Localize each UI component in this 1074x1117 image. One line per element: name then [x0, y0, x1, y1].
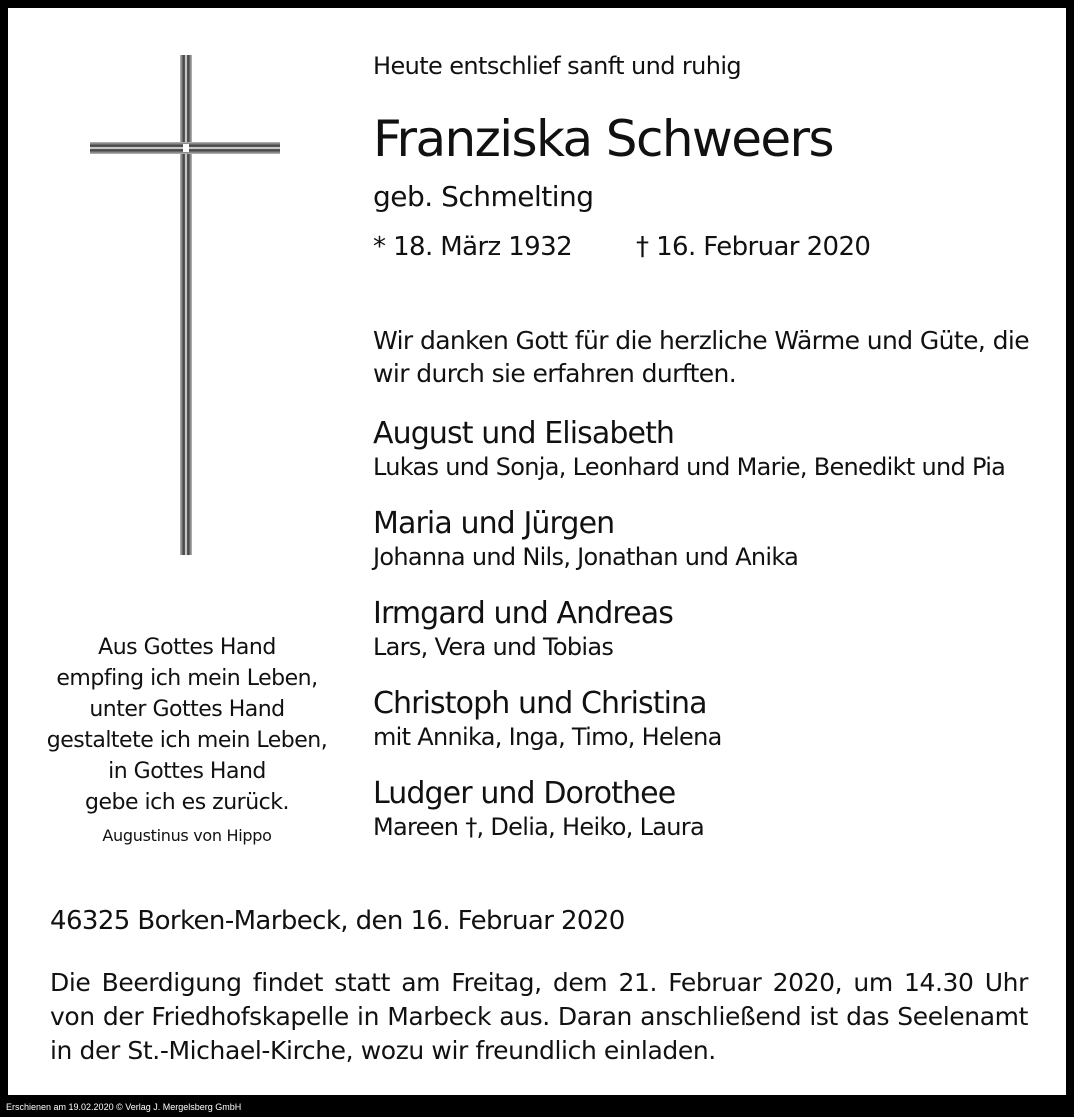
family-head: August und Elisabeth	[373, 416, 675, 451]
quote-line: Aus Gottes Hand	[98, 635, 276, 660]
family-group	[373, 506, 1033, 572]
cross-icon	[80, 50, 300, 560]
quote-line: gebe ich es zurück.	[85, 790, 289, 815]
family-children: Johanna und Nils, Jonathan und Anika	[373, 543, 799, 571]
publication-footer: Erschienen am 19.02.2020 © Verlag J. Mergelsberg GmbH	[6, 1102, 242, 1112]
family-head: Maria und Jürgen	[373, 506, 615, 541]
place-date: 46325 Borken-Marbeck, den 16. Februar 2020	[50, 906, 625, 936]
family-group	[373, 776, 1033, 842]
quote-line: in Gottes Hand	[108, 759, 266, 784]
family-group	[373, 596, 1033, 662]
quote	[30, 632, 344, 818]
maiden-name: geb. Schmelting	[373, 180, 594, 213]
family-children: Lukas und Sonja, Leonhard und Marie, Benedikt und Pia	[373, 453, 1006, 481]
family-children: Lars, Vera und Tobias	[373, 633, 614, 661]
intro-line: Heute entschlief sanft und ruhig	[373, 52, 742, 80]
death-date: † 16. Februar 2020	[636, 232, 871, 262]
family-children: mit Annika, Inga, Timo, Helena	[373, 723, 722, 751]
family-group	[373, 416, 1033, 482]
quote-author: Augustinus von Hippo	[102, 826, 272, 845]
quote-line: gestaltete ich mein Leben,	[46, 728, 328, 753]
deceased-name: Franziska Schweers	[373, 110, 833, 168]
family-group	[373, 686, 1033, 752]
thanks-text: Wir danken Gott für die herzliche Wärme und Güte, die wir durch sie erfahren durften.	[373, 326, 1029, 388]
quote-line: empfing ich mein Leben,	[56, 666, 318, 691]
quote-line: unter Gottes Hand	[89, 697, 285, 722]
funeral-info: Die Beerdigung findet statt am Freitag, dem 21. Februar 2020, um 14.30 Uhr von der Friedhofskapelle in Marbeck aus. Daran anschließend ist das Seelenamt in der St.-Michael-Kirche, wozu wir freundlich einladen.	[50, 968, 1028, 1065]
family-head: Irmgard und Andreas	[373, 596, 673, 631]
birth-date: * 18. März 1932	[373, 232, 573, 262]
family-head: Ludger und Dorothee	[373, 776, 676, 811]
family-head: Christoph und Christina	[373, 686, 707, 721]
family-children: Mareen †, Delia, Heiko, Laura	[373, 813, 704, 841]
